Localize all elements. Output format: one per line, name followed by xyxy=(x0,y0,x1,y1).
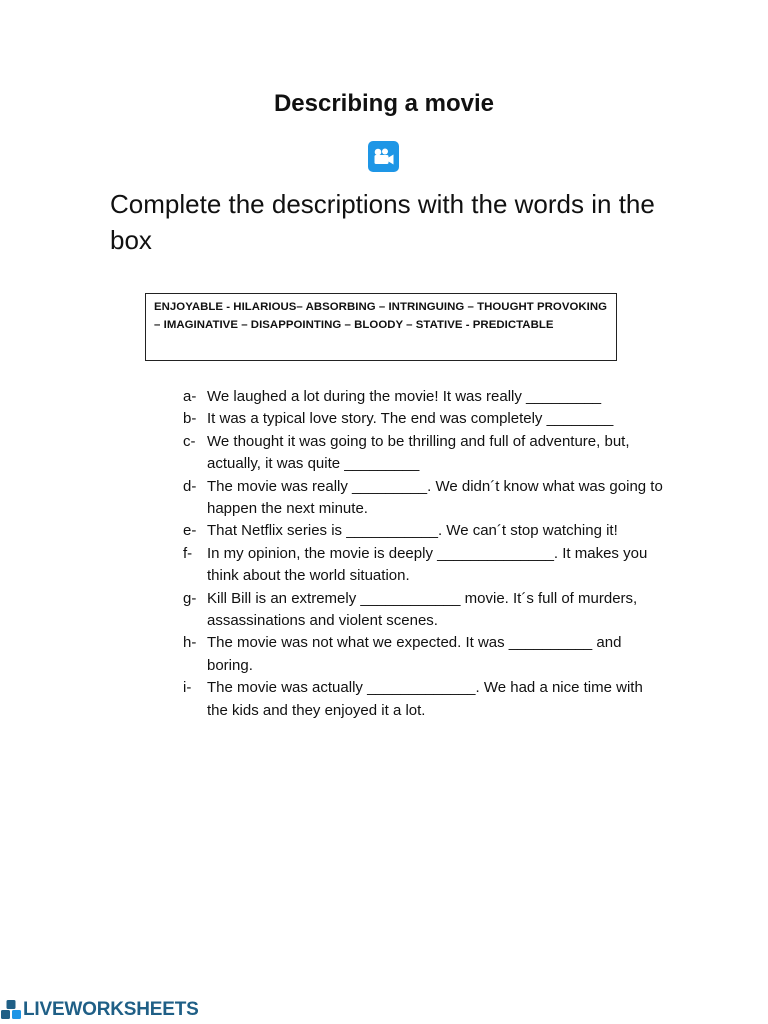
footer-logo[interactable] xyxy=(0,996,230,1024)
exercise-item-d xyxy=(183,476,667,521)
item-text: We thought it was going to be thrilling and full of adventure, but, actually, it was quite _________ xyxy=(207,432,634,473)
item-marker: c- xyxy=(183,432,196,450)
item-text: That Netflix series is ___________. We can´t stop watching it! xyxy=(207,522,618,540)
footer-brand: LIVEWORKSHEETS xyxy=(23,999,199,1020)
item-marker: i- xyxy=(183,679,192,697)
page-title: Describing a movie xyxy=(273,90,495,117)
item-marker: h- xyxy=(183,634,197,652)
exercise-item-c xyxy=(183,431,663,476)
item-text: Kill Bill is an extremely ____________ movie. It´s full of murders, assassinations and violent scenes. xyxy=(207,589,642,630)
exercise-item-h xyxy=(183,632,663,677)
item-text: In my opinion, the movie is deeply ______________. It makes you think about the world situation. xyxy=(207,544,652,585)
item-marker: e- xyxy=(183,522,197,540)
item-marker: a- xyxy=(183,388,197,405)
word-box: ENJOYABLE - HILARIOUS– ABSORBING – INTRINGUING – THOUGHT PROVOKING – IMAGINATIVE – DISAPPOINTING – BLOODY – STATIVE - PREDICTABLE xyxy=(145,293,617,361)
item-marker: d- xyxy=(183,477,197,495)
item-text: The movie was not what we expected. It was __________ and boring. xyxy=(207,634,626,674)
exercise-item-b xyxy=(183,408,663,430)
liveworksheets-logo-icon xyxy=(0,999,22,1021)
exercise-item-f xyxy=(183,543,663,588)
item-marker: b- xyxy=(183,410,197,428)
item-marker: g- xyxy=(183,589,197,607)
exercise-item-a xyxy=(183,386,663,408)
exercise-list xyxy=(183,386,667,722)
item-text: We laughed a lot during the movie! It was really _________ xyxy=(207,388,602,405)
item-text: The movie was really _________. We didn´t know what was going to happen the next minute. xyxy=(207,477,667,518)
item-marker: f- xyxy=(183,544,193,562)
exercise-item-i xyxy=(183,677,663,722)
movie-camera-icon xyxy=(368,141,399,172)
exercise-item-e xyxy=(183,520,663,542)
item-text: It was a typical love story. The end was completely ________ xyxy=(207,410,614,428)
item-text: The movie was actually _____________. We had a nice time with the kids and they enjoyed it a lot. xyxy=(207,679,647,719)
instructions: Complete the descriptions with the words in the box xyxy=(110,189,655,255)
exercise-item-g xyxy=(183,588,663,633)
